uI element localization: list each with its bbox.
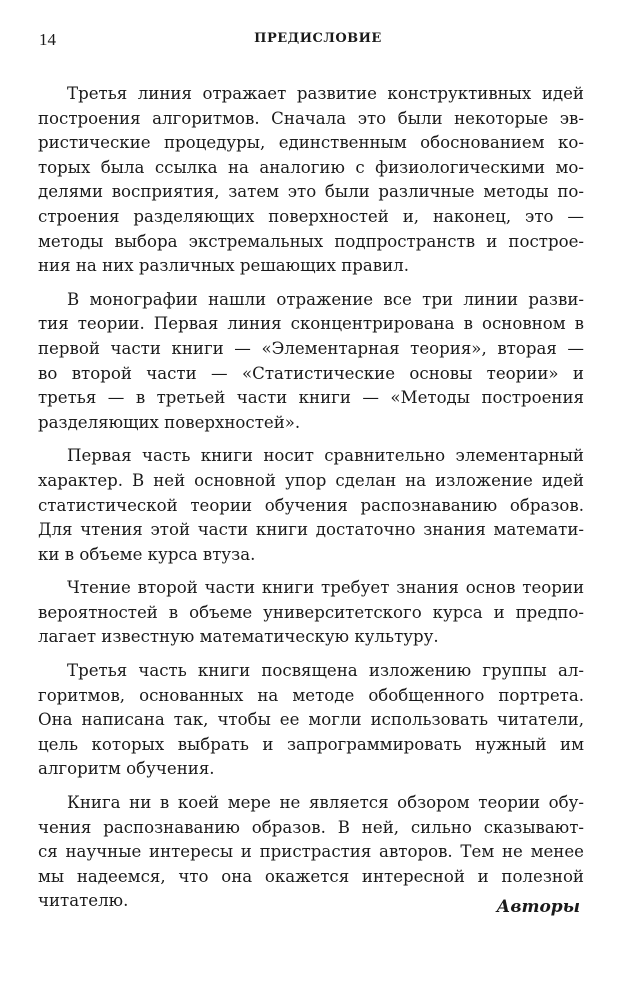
text-line: торых была ссылка на аналогию с физиологическими мо- — [38, 157, 584, 177]
text-line: горитмов, основанных на методе обобщенного портрета. — [38, 685, 584, 705]
text-line: Чтение второй части книги требует знания основ теории — [67, 578, 584, 598]
text-line: ния на них различных решающих правил. — [38, 256, 410, 276]
text-line: Книга ни в коей мере не является обзором теории обу- — [67, 793, 584, 813]
text-line: ристические процедуры, единственным обоснованием ко- — [38, 133, 584, 153]
text-line: В монографии нашли отражение все три линии разви- — [67, 289, 584, 309]
text-line: Она написана так, чтобы ее могли использовать читатели, — [38, 710, 584, 730]
text-line: характер. В ней основной упор сделан на изложение идей — [38, 470, 584, 490]
text-line: построения алгоритмов. Сначала это были некоторые эв- — [38, 108, 584, 128]
text-line: строения разделяющих поверхностей и, наконец, это — — [38, 206, 584, 226]
text-line: методы выбора экстремальных подпространств и построе- — [38, 231, 584, 251]
text-line: ки в объеме курса втуза. — [38, 544, 256, 564]
paragraph — [38, 791, 584, 914]
text-line: цель которых выбрать и запрограммировать нужный им — [38, 734, 584, 754]
text-line: алгоритм обучения. — [38, 759, 215, 779]
signature: Авторы — [496, 897, 580, 917]
text-line: тия теории. Первая линия сконцентрирована в основном в — [38, 314, 584, 334]
paragraph — [38, 659, 584, 782]
text-line: мы надеемся, что она окажется интересной и полезной — [38, 866, 584, 886]
body-text — [38, 82, 584, 923]
page-number: 14 — [39, 30, 56, 49]
text-line: Первая часть книги носит сравнительно элементарный — [67, 446, 584, 466]
text-line: статистической теории обучения распознаванию образов. — [38, 495, 584, 515]
text-line: читателю. — [38, 891, 129, 911]
paragraph — [38, 82, 584, 279]
text-line: разделяющих поверхностей». — [38, 412, 301, 432]
paragraph — [38, 444, 584, 567]
text-line: Для чтения этой части книги достаточно знания математи- — [38, 520, 584, 540]
text-line: лагает известную математическую культуру. — [38, 627, 439, 647]
text-line: ся научные интересы и пристрастия авторов. Тем не менее — [38, 842, 584, 862]
text-line: Третья линия отражает развитие конструктивных идей — [67, 84, 584, 103]
text-line: Третья часть книги посвящена изложению группы ал- — [67, 661, 584, 681]
section-title: ПРЕДИСЛОВИЕ — [254, 31, 382, 46]
text-line: чения распознаванию образов. В ней, сильно сказывают- — [38, 817, 584, 837]
text-line: делями восприятия, затем это были различные методы по- — [38, 182, 584, 202]
paragraph — [38, 576, 584, 650]
text-line: первой части книги — «Элементарная теория», вторая — — [38, 338, 584, 358]
text-line: третья — в третьей части книги — «Методы построения — [38, 388, 584, 408]
text-line: вероятностей в объеме университетского курса и предпо- — [38, 602, 584, 622]
running-head — [39, 30, 587, 54]
text-line: во второй части — «Статистические основы теории» и — [38, 363, 584, 383]
paragraph — [38, 288, 584, 436]
